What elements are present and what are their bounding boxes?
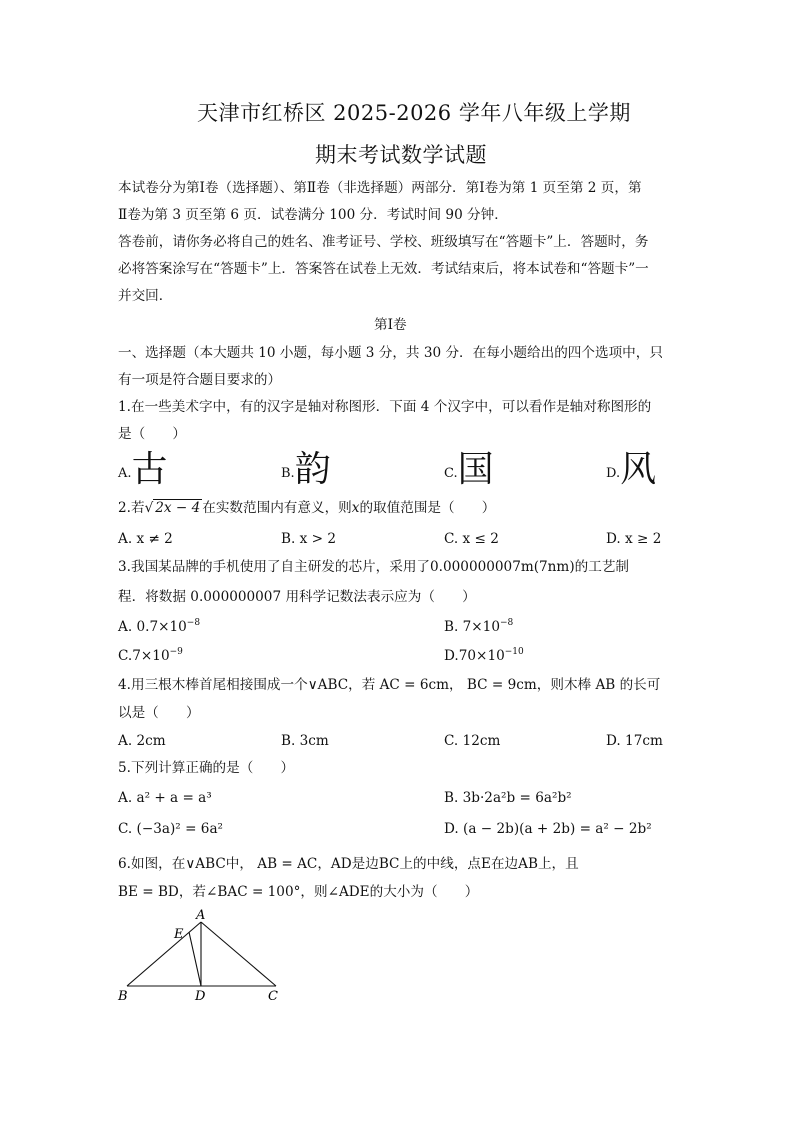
instructions-line5: 并交回．	[118, 288, 173, 304]
q3-option-c-label: C.	[118, 648, 133, 664]
q2-suffix: 的取值范围是（ ）	[359, 500, 496, 516]
exam-title-line1: 天津市红桥区 2025-2026 学年八年级上学期	[197, 101, 631, 125]
q3-stem-e: 用科学记数法表示应为（ ）	[285, 589, 476, 605]
q2-option-d[interactable]: D. x ≥ 2	[606, 531, 662, 547]
q3-option-c-base: 7×10	[132, 648, 170, 664]
q4-stem-line2: 以是（ ）	[118, 705, 200, 721]
q4-option-b[interactable]: B. 3cm	[281, 733, 329, 749]
q3-option-b-label: B.	[444, 619, 459, 635]
q3-stem-d: 0.000000007	[190, 589, 282, 605]
q3-stem-c: 程．将数据	[118, 589, 186, 605]
q5-stem: 5.下列计算正确的是（ ）	[118, 760, 295, 776]
q1-option-c-char: 国	[457, 449, 494, 490]
q3-stem-a: 3.我国某品牌的手机使用了自主研发的芯片，采用了	[118, 559, 431, 575]
q3-option-d-base: 70×10	[458, 648, 505, 664]
q1-option-a-char: 古	[131, 449, 168, 490]
q1-option-c[interactable]	[444, 450, 494, 490]
q3-option-c-exp: −9	[169, 647, 183, 657]
q5-option-c[interactable]: C. (−3a)² = 6a²	[118, 821, 223, 837]
q2-option-c[interactable]: C. x ≤ 2	[444, 531, 499, 547]
q3-option-c[interactable]	[118, 647, 183, 665]
q3-option-b-base: 7×10	[462, 619, 500, 635]
q1-option-a[interactable]	[118, 450, 168, 490]
q2-option-b[interactable]: B. x > 2	[281, 531, 336, 547]
segment-ba	[127, 922, 201, 986]
label-a: A	[196, 908, 206, 923]
q1-option-c-label: C.	[444, 466, 458, 481]
instructions-line1: 本试卷分为第Ⅰ卷（选择题）、第Ⅱ卷（非选择题）两部分．第Ⅰ卷为第 1 页至第 2 页，第	[118, 180, 642, 196]
q1-option-d-char: 风	[620, 449, 657, 490]
q3-option-b[interactable]	[444, 618, 513, 636]
q5-option-b[interactable]: B. 3b·2a²b = 6a²b²	[444, 790, 572, 806]
q1-option-b-label: B.	[281, 466, 295, 481]
part1-heading-line1: 一、选择题（本大题共 10 小题，每小题 3 分，共 30 分．在每小题给出的四个选项中，只	[118, 345, 663, 361]
q3-stem-line2	[118, 588, 476, 606]
q1-option-d[interactable]	[606, 450, 656, 490]
q2-var: x	[351, 500, 360, 516]
q1-option-b-char: 韵	[294, 449, 331, 490]
q4-option-c[interactable]: C. 12cm	[444, 733, 501, 749]
q3-option-a-exp: −8	[186, 618, 201, 628]
q1-stem-line2: 是（ ）	[118, 426, 186, 442]
q3-stem-val: 0.000000007m(7nm)	[430, 559, 575, 575]
q4-stem-line1: 4.用三根木棒首尾相接围成一个∨ABC，若 AC = 6cm， BC = 9cm，则木棒 AB 的长可	[118, 677, 661, 693]
segment-ac	[201, 922, 276, 986]
instructions-line2: Ⅱ卷为第 3 页至第 6 页．试卷满分 100 分．考试时间 90 分钟．	[118, 207, 508, 223]
label-c: C	[268, 989, 278, 1004]
q5-option-a[interactable]: A. a² + a = a³	[118, 790, 212, 806]
q3-option-b-exp: −8	[499, 618, 514, 628]
q3-option-d[interactable]	[444, 647, 524, 665]
q1-option-a-label: A.	[118, 466, 132, 481]
segment-ed	[189, 932, 201, 986]
q4-option-d[interactable]: D. 17cm	[606, 733, 663, 749]
q3-option-d-exp: −10	[504, 647, 524, 657]
q4-option-a[interactable]: A. 2cm	[118, 733, 166, 749]
label-b: B	[118, 989, 128, 1004]
label-e: E	[174, 927, 184, 942]
q3-option-a-base: 0.7×10	[136, 619, 187, 635]
q5-option-d[interactable]: D. (a − 2b)(a + 2b) = a² − 2b²	[444, 821, 652, 837]
label-d: D	[195, 989, 206, 1004]
q2-radicand: 2x − 4	[155, 500, 201, 516]
q3-option-d-label: D.	[444, 648, 459, 664]
q6-stem-line1: 6.如图，在∨ABC中， AB = AC，AD是边BC上的中线，点E在边AB上，且	[118, 856, 579, 872]
q3-option-a[interactable]	[118, 618, 200, 636]
q3-stem-line1	[118, 558, 629, 576]
q1-option-d-label: D.	[606, 466, 621, 481]
q1-option-b[interactable]	[281, 450, 331, 490]
q3-stem-b: 的工艺制	[574, 559, 630, 575]
q3-option-a-label: A.	[118, 619, 133, 635]
q6-triangle-figure	[110, 905, 300, 1005]
q2-prefix: 2.若	[118, 500, 145, 516]
instructions-line4: 必将答案涂写在“答题卡”上．答案答在试卷上无效．考试结束后，将本试卷和“答题卡”一	[118, 261, 649, 277]
q2-sqrt-expression: √ 2x − 4	[144, 500, 201, 516]
q2-middle: 在实数范围内有意义，则	[202, 500, 352, 516]
part1-heading-line2: 有一项是符合题目要求的）	[118, 372, 282, 388]
volume-title: 第Ⅰ卷	[374, 317, 407, 333]
q2-option-a[interactable]: A. x ≠ 2	[118, 531, 173, 547]
q1-stem-line1: 1.在一些美术字中，有的汉字是轴对称图形．下面 4 个汉字中，可以看作是轴对称图形的	[118, 399, 652, 415]
q2-stem	[118, 499, 495, 517]
exam-title-line2: 期末考试数学试题	[315, 143, 487, 167]
instructions-line3: 答卷前，请你务必将自己的姓名、准考证号、学校、班级填写在“答题卡”上．答题时，务	[118, 234, 649, 250]
q6-stem-line2: BE = BD，若∠BAC = 100°，则∠ADE的大小为（ ）	[118, 884, 479, 900]
